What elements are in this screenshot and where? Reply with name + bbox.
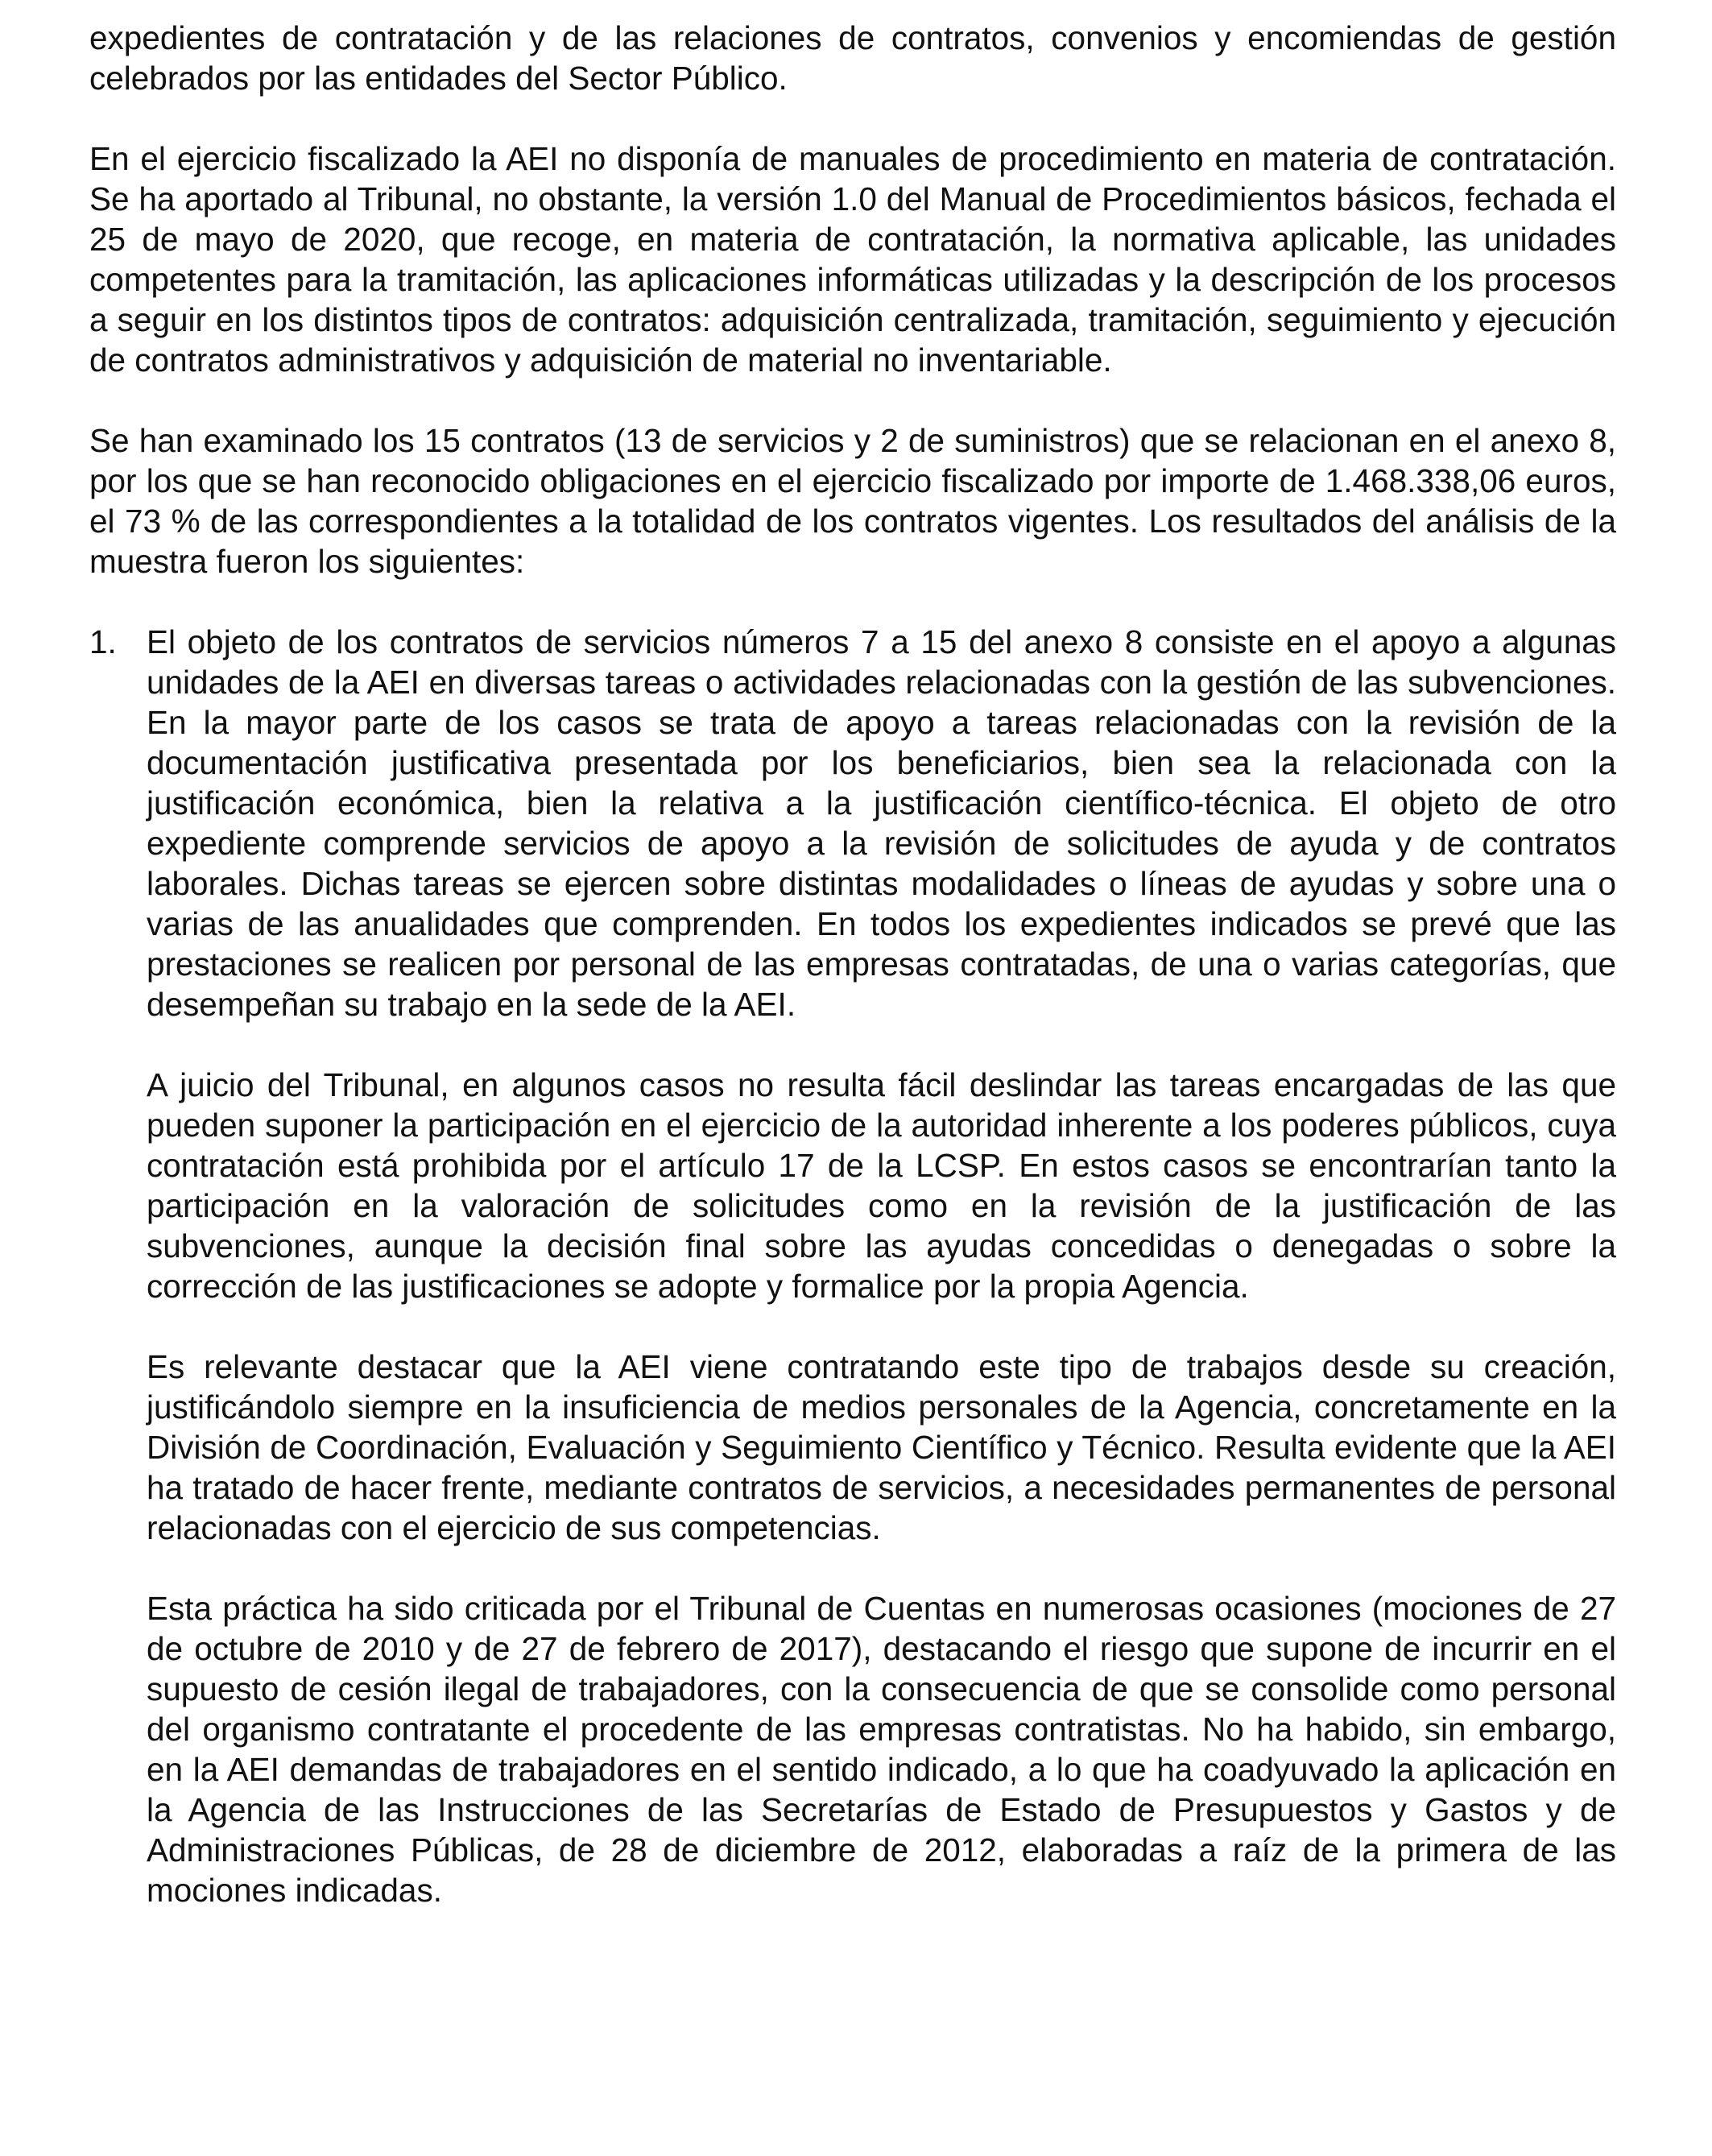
intro-continuation-paragraph: expedientes de contratación y de las relaciones de contratos, convenios y encomiendas de gestión celebrados por las entidades del Sector Público.	[89, 19, 1616, 97]
sample-paragraph: Se han examinado los 15 contratos (13 de servicios y 2 de suministros) que se relacionan en el anexo 8, por los que se han reconocido obligaciones en el ejercicio fiscalizado por importe de 1.468.338,06 euros, el 73 % de las correspondientes a la totalidad de los contratos vigentes. Los resultados del análisis de la muestra fueron los siguientes:	[89, 422, 1616, 580]
manual-paragraph: En el ejercicio fiscalizado la AEI no disponía de manuales de procedimiento en materia de contratación. Se ha aportado al Tribunal, no obstante, la versión 1.0 del Manual de Procedimientos básicos, fechada el 25 de mayo de 2020, que recoge, en materia de contratación, la normativa aplicable, las unidades competentes para la tramitación, las aplicaciones informáticas utilizadas y la descripción de los procesos a seguir en los distintos tipos de contratos: adquisición centralizada, tramitación, seguimiento y ejecución de contratos administrativos y adquisición de material no inventariable.	[89, 140, 1616, 379]
list-marker: 1.	[89, 623, 117, 660]
tribunal-opinion-paragraph: A juicio del Tribunal, en algunos casos no resulta fácil deslindar las tareas encargadas de las que pueden suponer la participación en el ejercicio de la autoridad inherente a los poderes públicos, cuya contratación está prohibida por el artículo 17 de la LCSP. En estos casos se encontrarían tanto la participación en la valoración de solicitudes como en la revisión de la justificación de las subvenciones, aunque la decisión final sobre las ayudas concedidas o denegadas o sobre la corrección de las justificaciones se adopte y formalice por la propia Agencia.	[147, 1066, 1616, 1305]
list-item-1	[89, 622, 1616, 1024]
list-item-1-text: El objeto de los contratos de servicios números 7 a 15 del anexo 8 consiste en el apoyo a algunas unidades de la AEI en diversas tareas o actividades relacionadas con la gestión de las subvenciones. En la mayor parte de los casos se trata de apoyo a tareas relacionadas con la revisión de la documentación justificativa presentada por los beneficiarios, bien sea la relacionada con la justificación económica, bien la relativa a la justificación científico-técnica. El objeto de otro expediente comprende servicios de apoyo a la revisión de solicitudes de ayuda y de contratos laborales. Dichas tareas se ejercen sobre distintas modalidades o líneas de ayudas y sobre una o varias de las anualidades que comprenden. En todos los expedientes indicados se prevé que las prestaciones se realicen por personal de las empresas contratadas, de una o varias categorías, que desempeñan su trabajo en la sede de la AEI.	[147, 623, 1616, 1023]
relevance-paragraph: Es relevante destacar que la AEI viene contratando este tipo de trabajos desde su creación, justificándolo siempre en la insuficiencia de medios personales de la Agencia, concretamente en la División de Coordinación, Evaluación y Seguimiento Científico y Técnico. Resulta evidente que la AEI ha tratado de hacer frente, mediante contratos de servicios, a necesidades permanentes de personal relacionadas con el ejercicio de sus competencias.	[147, 1348, 1616, 1546]
document-page	[89, 18, 1616, 1910]
criticism-paragraph: Esta práctica ha sido criticada por el Tribunal de Cuentas en numerosas ocasiones (mociones de 27 de octubre de 2010 y de 27 de febrero de 2017), destacando el riesgo que supone de incurrir en el supuesto de cesión ilegal de trabajadores, con la consecuencia de que se consolide como personal del organismo contratante el procedente de las empresas contratistas. No ha habido, sin embargo, en la AEI demandas de trabajadores en el sentido indicado, a lo que ha coadyuvado la aplicación en la Agencia de las Instrucciones de las Secretarías de Estado de Presupuestos y Gastos y de Administraciones Públicas, de 28 de diciembre de 2012, elaboradas a raíz de la primera de las mociones indicadas.	[147, 1590, 1616, 1909]
